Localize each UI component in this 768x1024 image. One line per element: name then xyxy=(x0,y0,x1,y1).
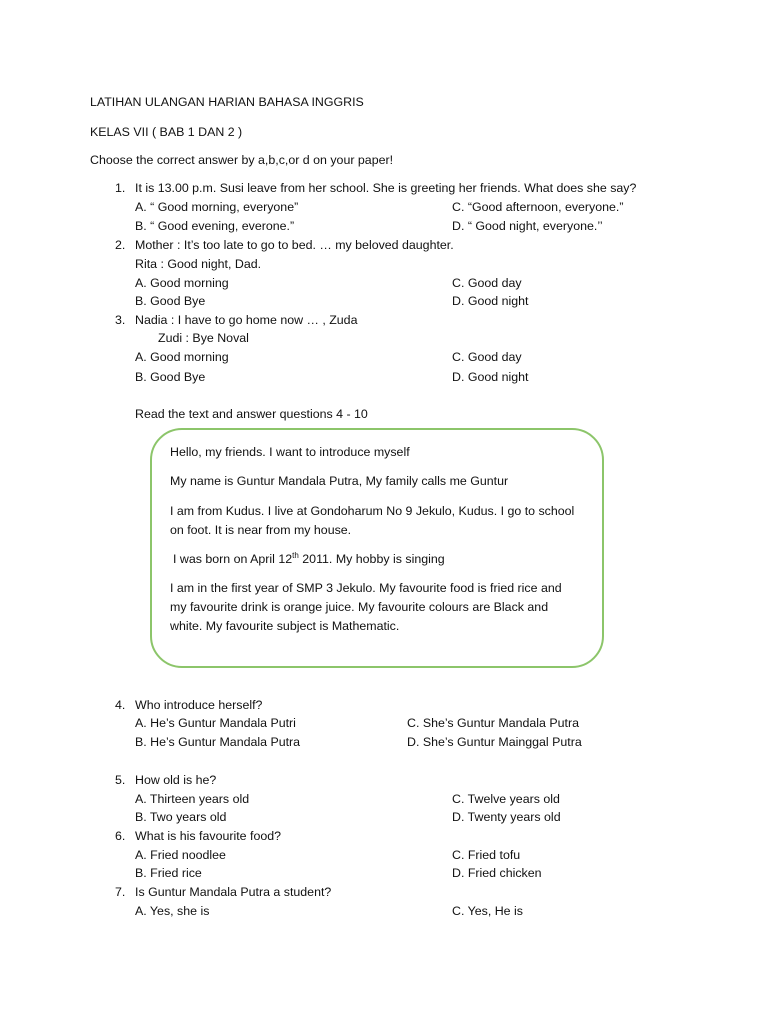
reading-paragraph-5-line-2: my favourite drink is orange juice. My favourite colours are Black and xyxy=(170,600,549,614)
question-6-option-d: D. Fried chicken xyxy=(452,866,542,880)
question-4-number: 4. xyxy=(115,698,126,712)
question-2-dialog-line-1: Mother : It’s too late to go to bed. … my beloved daughter. xyxy=(135,238,454,252)
question-4-option-d: D. She’s Guntur Mainggal Putra xyxy=(407,735,582,749)
question-3-option-a: A. Good morning xyxy=(135,350,229,364)
question-6-option-c: C. Fried tofu xyxy=(452,848,521,862)
hobby-text: 2011. My hobby is singing xyxy=(298,552,445,566)
birthdate-text: I was born on April 12 xyxy=(173,552,293,566)
question-6-text: What is his favourite food? xyxy=(135,829,282,843)
question-4-option-c: C. She’s Guntur Mandala Putra xyxy=(407,716,579,730)
question-1-number: 1. xyxy=(115,181,126,195)
question-1-option-d: D. “ Good night, everyone.’’ xyxy=(452,219,603,233)
question-6-option-b: B. Fried rice xyxy=(135,866,202,880)
question-1-text: It is 13.00 p.m. Susi leave from her school. She is greeting her friends. What does she say? xyxy=(135,181,637,195)
question-3-number: 3. xyxy=(115,313,126,327)
question-6-option-a: A. Fried noodlee xyxy=(135,848,226,862)
question-2-option-b: B. Good Bye xyxy=(135,294,206,308)
question-3-dialog-line-2: Zudi : Bye Noval xyxy=(158,331,249,345)
question-5-option-a: A. Thirteen years old xyxy=(135,792,250,806)
reading-paragraph-3-line-1: I am from Kudus. I live at Gondoharum No 9 Jekulo, Kudus. I go to school xyxy=(170,504,575,518)
reading-paragraph-5-line-3: white. My favourite subject is Mathematic. xyxy=(170,619,400,633)
reading-instruction: Read the text and answer questions 4 - 10 xyxy=(135,407,368,421)
question-1-option-b: B. “ Good evening, everone.” xyxy=(135,219,295,233)
question-2-dialog-line-2: Rita : Good night, Dad. xyxy=(135,257,262,271)
question-1-option-a: A. “ Good morning, everyone” xyxy=(135,200,299,214)
question-4-option-b: B. He’s Guntur Mandala Putra xyxy=(135,735,301,749)
question-4-option-a: A. He’s Guntur Mandala Putri xyxy=(135,716,296,730)
question-4-text: Who introduce herself? xyxy=(135,698,263,712)
question-2-option-a: A. Good morning xyxy=(135,276,229,290)
question-7-text: Is Guntur Mandala Putra a student? xyxy=(135,885,332,899)
question-3-option-c: C. Good day xyxy=(452,350,522,364)
reading-paragraph-4 xyxy=(173,553,445,565)
question-2-option-d: D. Good night xyxy=(452,294,529,308)
class-line: KELAS VII ( BAB 1 DAN 2 ) xyxy=(90,125,243,139)
question-3-option-b: B. Good Bye xyxy=(135,370,206,384)
question-5-text: How old is he? xyxy=(135,773,217,787)
question-5-option-c: C. Twelve years old xyxy=(452,792,560,806)
question-7-option-a: A. Yes, she is xyxy=(135,904,210,918)
question-3-option-d: D. Good night xyxy=(452,370,529,384)
question-3-dialog-line-1: Nadia : I have to go home now … , Zuda xyxy=(135,313,358,327)
instruction: Choose the correct answer by a,b,c,or d on your paper! xyxy=(90,153,394,167)
question-5-option-d: D. Twenty years old xyxy=(452,810,561,824)
question-5-number: 5. xyxy=(115,773,126,787)
reading-paragraph-5-line-1: I am in the first year of SMP 3 Jekulo. My favourite food is fried rice and xyxy=(170,581,562,595)
question-7-option-c: C. Yes, He is xyxy=(452,904,523,918)
reading-paragraph-1: Hello, my friends. I want to introduce myself xyxy=(170,445,410,459)
question-7-number: 7. xyxy=(115,885,126,899)
ordinal-suffix: th xyxy=(292,551,299,560)
question-1-option-c: C. “Good afternoon, everyone.” xyxy=(452,200,624,214)
question-6-number: 6. xyxy=(115,829,126,843)
reading-paragraph-2: My name is Guntur Mandala Putra, My family calls me Guntur xyxy=(170,474,509,488)
question-5-option-b: B. Two years old xyxy=(135,810,227,824)
reading-paragraph-3-line-2: on foot. It is near from my house. xyxy=(170,523,352,537)
document-title: LATIHAN ULANGAN HARIAN BAHASA INGGRIS xyxy=(90,95,364,109)
question-2-option-c: C. Good day xyxy=(452,276,522,290)
question-2-number: 2. xyxy=(115,238,126,252)
